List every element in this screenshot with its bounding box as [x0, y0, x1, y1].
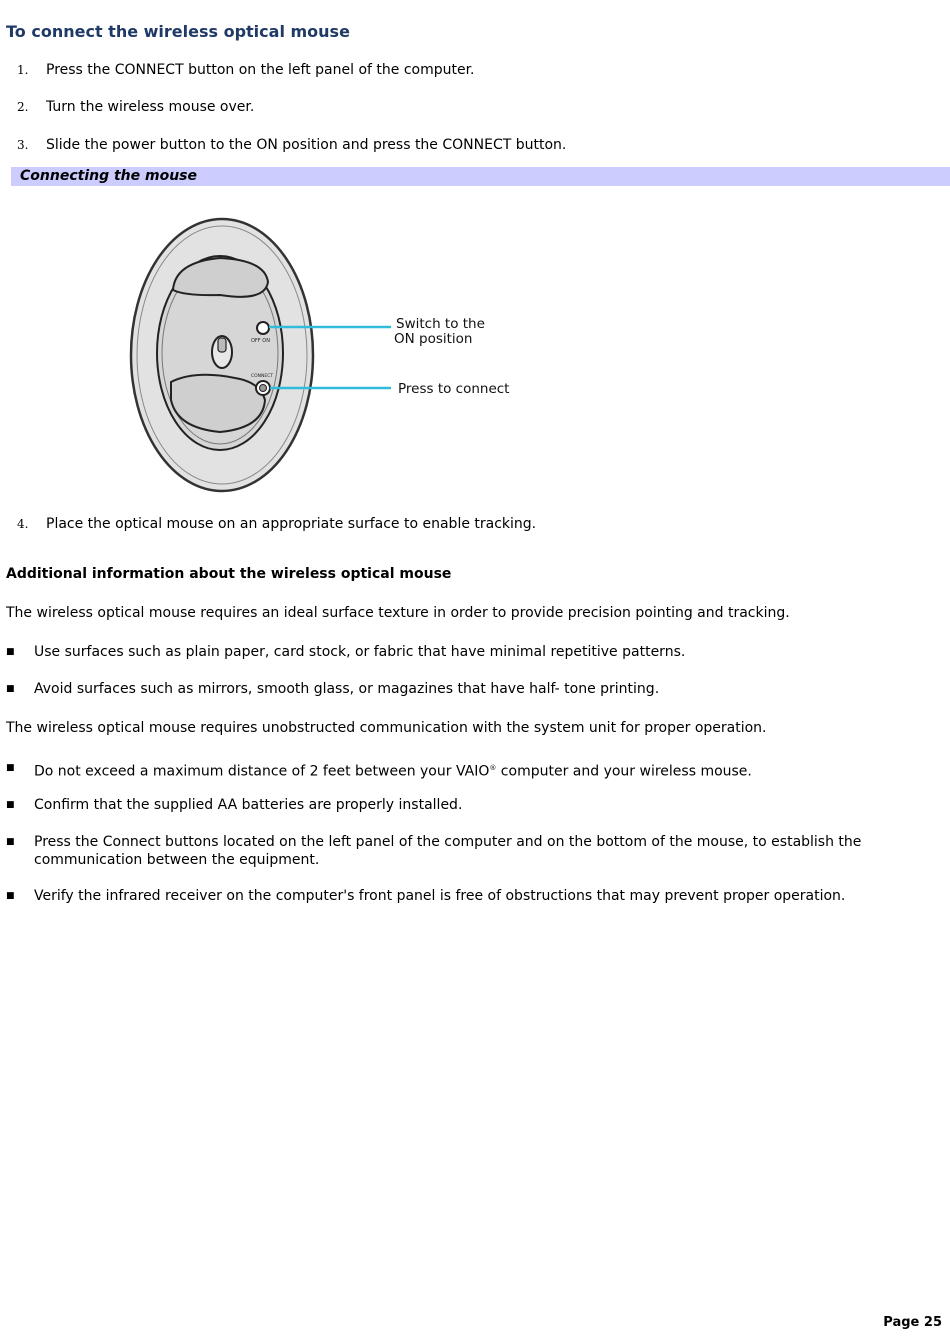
- bullet-text: Confirm that the supplied AA batteries are properly installed.: [34, 797, 463, 813]
- switch-callout-line1: Switch to the: [396, 316, 485, 332]
- page-number: Page 25: [883, 1315, 942, 1330]
- mouse-bottom-diagram: [125, 210, 545, 500]
- bullet-text: Use surfaces such as plain paper, card stock, or fabric that have minimal repetitive patterns.: [34, 644, 686, 660]
- additional-info-heading: Additional information about the wireless optical mouse: [6, 566, 452, 582]
- step-text: Slide the power button to the ON position and press the CONNECT button.: [46, 137, 567, 153]
- vaio-text-before: Do not exceed a maximum distance of 2 feet between your VAIO: [34, 763, 490, 780]
- communication-paragraph: The wireless optical mouse requires unobstructed communication with the system unit for proper operation.: [6, 720, 767, 736]
- figure-caption-bar: [11, 167, 950, 186]
- bullet-icon: ■: [6, 647, 15, 657]
- step-number: 2.: [17, 100, 29, 114]
- bullet-icon: ■: [6, 763, 15, 773]
- off-on-label: OFF ON: [251, 338, 270, 344]
- step-text: Press the CONNECT button on the left panel of the computer.: [46, 62, 475, 78]
- optical-lens: [218, 338, 226, 352]
- bullet-text: Verify the infrared receiver on the computer's front panel is free of obstructions that may prevent proper operation.: [34, 888, 846, 904]
- step-number: 4.: [17, 517, 29, 531]
- bullet-text: Press the Connect buttons located on the left panel of the computer and on the bottom of the mouse, to establish the communication between the equipment.: [34, 834, 862, 868]
- step-text: Turn the wireless mouse over.: [46, 99, 255, 115]
- connect-button-center: [260, 385, 267, 392]
- registered-mark: ®: [489, 764, 497, 772]
- switch-callout-line2: ON position: [394, 331, 473, 347]
- page-title: To connect the wireless optical mouse: [6, 22, 350, 41]
- power-switch-icon: [257, 322, 269, 334]
- surface-paragraph: The wireless optical mouse requires an ideal surface texture in order to provide precision pointing and tracking.: [6, 605, 790, 621]
- vaio-text-after: computer and your wireless mouse.: [496, 763, 752, 780]
- step-text: Place the optical mouse on an appropriate surface to enable tracking.: [46, 516, 537, 532]
- bullet-icon: ■: [6, 800, 15, 810]
- bullet-icon: ■: [6, 684, 15, 694]
- bullet-icon: ■: [6, 891, 15, 901]
- step-number: 3.: [17, 138, 29, 152]
- bullet-text: [34, 759, 924, 781]
- bullet-text: Avoid surfaces such as mirrors, smooth glass, or magazines that have half- tone printing.: [34, 681, 660, 697]
- connect-label: CONNECT: [251, 374, 274, 379]
- step-number: 1.: [17, 63, 29, 77]
- connect-callout-text: Press to connect: [398, 381, 510, 397]
- bullet-icon: ■: [6, 837, 15, 847]
- figure-caption: Connecting the mouse: [20, 168, 198, 184]
- mouse-connect-illustration: [125, 210, 545, 500]
